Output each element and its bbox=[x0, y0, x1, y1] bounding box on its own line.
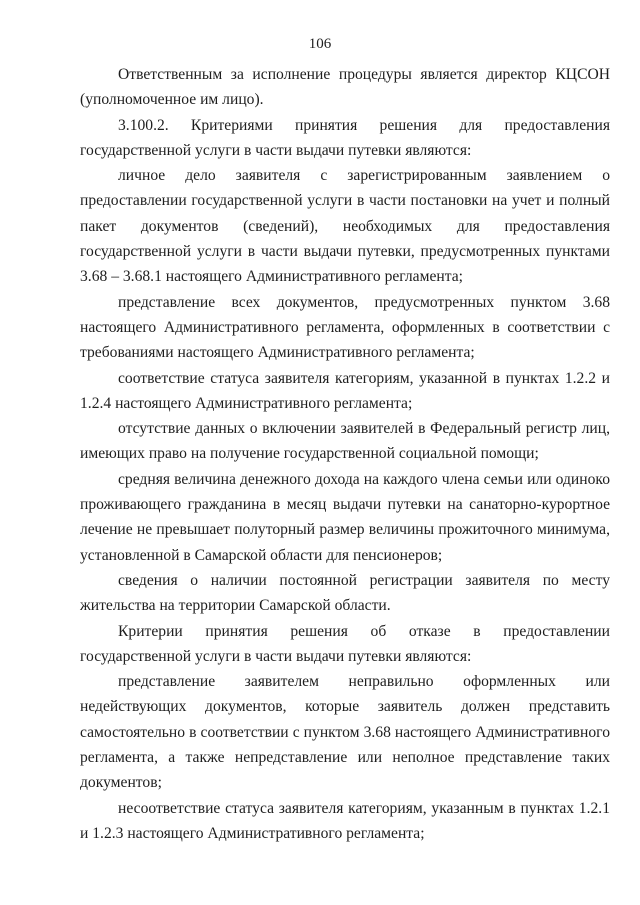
paragraph-criteria-heading: 3.100.2. Критериями принятия решения для предоставления государственной услуги в части выдачи путевки являются: bbox=[80, 116, 610, 159]
document-body bbox=[80, 62, 610, 846]
paragraph-responsible: Ответственным за исполнение процедуры является директор КЦСОН (уполномоченное им лицо). bbox=[80, 66, 610, 109]
paragraph-personal-file: личное дело заявителя с зарегистрированным заявлением о предоставлении государственной услуги в части постановки на учет и полный пакет документов (сведений), необходимых для предоставления государственной услуги в части выдачи путевки, предусмотренных пунктами 3.68 – 3.68.1 настоящего Административного регламента; bbox=[80, 167, 610, 286]
paragraph-income: средняя величина денежного дохода на каждого члена семьи или одиноко проживающего гражданина в месяц выдачи путевки на санаторно-курортное лечение не превышает полуторный размер величины прожиточного минимума, установленной в Самарской области для пенсионеров; bbox=[80, 470, 610, 564]
paragraph-status-mismatch: несоответствие статуса заявителя категориям, указанным в пунктах 1.2.1 и 1.2.3 настоящего Административного регламента; bbox=[80, 799, 610, 842]
paragraph-federal-register: отсутствие данных о включении заявителей в Федеральный регистр лиц, имеющих право на получение государственной социальной помощи; bbox=[80, 420, 610, 463]
paragraph-refusal-heading: Критерии принятия решения об отказе в предоставлении государственной услуги в части выдачи путевки являются: bbox=[80, 622, 610, 665]
paragraph-status: соответствие статуса заявителя категориям, указанной в пунктах 1.2.2 и 1.2.4 настоящего Административного регламента; bbox=[80, 369, 610, 412]
paragraph-registration: сведения о наличии постоянной регистрации заявителя по месту жительства на территории Самарской области. bbox=[80, 571, 610, 615]
paragraph-invalid-documents: представление заявителем неправильно оформленных или недействующих документов, которые заявитель должен представить самостоятельно в соответствии с пунктом 3.68 настоящего Административного регламента, а также непредставление или неполное представление таких документов; bbox=[80, 673, 610, 792]
paragraph-documents: представление всех документов, предусмотренных пунктом 3.68 настоящего Административного регламента, оформленных в соответствии с требованиями настоящего Административного регламента; bbox=[80, 293, 610, 362]
page-number: 106 bbox=[308, 36, 332, 52]
